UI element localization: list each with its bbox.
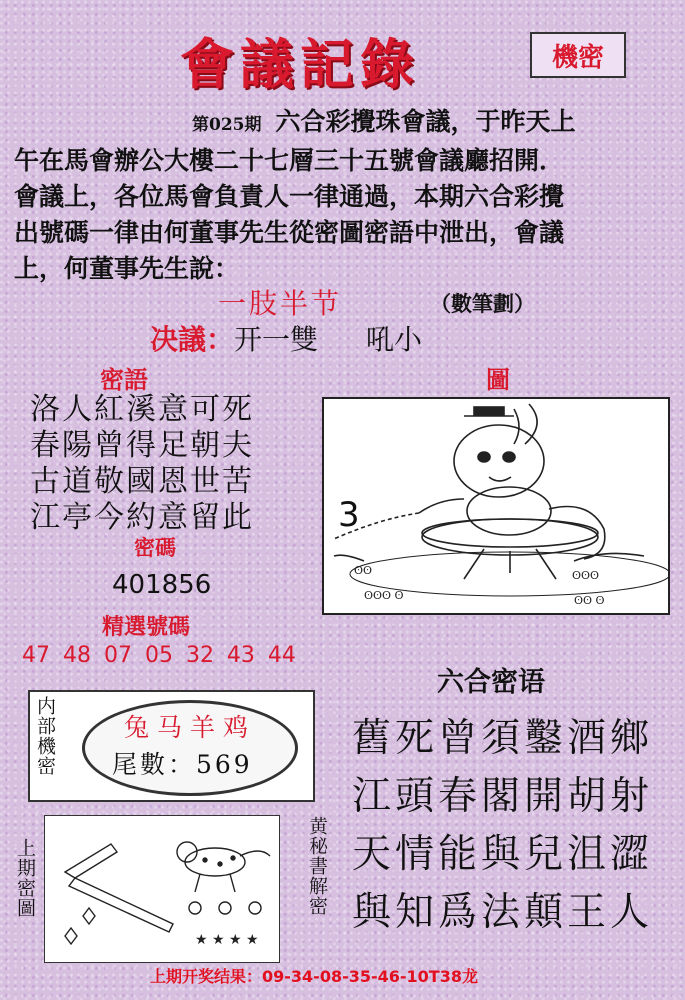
- intro-line-4: 上，何董事先生說：: [14, 254, 240, 283]
- code-number: 401856: [112, 570, 212, 600]
- page-title: 會議記錄: [180, 32, 420, 96]
- internal-label: 内部機密: [34, 696, 56, 776]
- decision-value-1: 开一雙: [234, 323, 319, 356]
- selected-label: 精選號碼: [102, 614, 191, 640]
- secret-badge: 機密: [530, 32, 626, 78]
- decision-value-2: 吼小: [366, 323, 423, 356]
- stars-icon: ★ ★ ★ ★: [195, 932, 259, 948]
- tail-number: 尾數：569: [112, 750, 253, 779]
- selected-numbers: 47 48 07 05 32 43 44: [22, 643, 296, 668]
- liuhe-line: 天情能與兒沮澀: [352, 832, 654, 877]
- liuhe-line: 與知爲法顛王人: [352, 890, 654, 935]
- svg-text:ʘʘ: ʘʘ: [354, 564, 373, 577]
- leopard-icon: [185, 848, 245, 876]
- picture-number: 3: [338, 495, 360, 535]
- flower-icon: [65, 908, 95, 944]
- intro-line-3: 出號碼一律由何董事先生從密圖密語中泄出，會議: [14, 218, 565, 247]
- poem-line: 春陽曾得足朝夫: [30, 428, 254, 463]
- secret-words-label: 密語: [100, 365, 148, 394]
- svg-text:ʘʘ ʘ: ʘʘ ʘ: [574, 594, 605, 607]
- svg-text:ʘʘʘ: ʘʘʘ: [572, 569, 600, 582]
- rabbit-head: [454, 425, 544, 497]
- last-issue-label: 上期密圖: [14, 838, 36, 918]
- decision-label: 决議：: [150, 323, 235, 356]
- intro-first-line: [14, 104, 669, 143]
- ruler-icon: [65, 844, 117, 878]
- liuhe-title: 六合密语: [437, 667, 545, 698]
- poem-line: 古道敬國恩世苦: [30, 464, 254, 499]
- liuhe-line: 舊死曾須鑿酒鄉: [352, 716, 654, 761]
- picture-label: 圖: [486, 365, 510, 394]
- strokes-label: （數筆劃）: [430, 291, 535, 316]
- intro-line-1: 午在馬會辦公大樓二十七層三十五號會議廳招開．: [14, 146, 565, 175]
- secretary-label: 黄秘書解密: [306, 816, 328, 916]
- intro-line-2: 會議上，各位馬會負責人一律通過，本期六合彩攪: [14, 182, 565, 211]
- decision: [150, 318, 422, 358]
- intro-line-0: 六合彩攪珠會議，于昨天上: [275, 107, 576, 136]
- motto: 一肢半节: [218, 287, 343, 320]
- poem-line: 洛人紅溪意可死: [30, 392, 254, 427]
- zodiac-text: 兔马羊鸡: [124, 713, 257, 742]
- hat-icon: [474, 407, 504, 415]
- poem-line: 江亭今約意留此: [30, 500, 254, 535]
- last-result: 上期开奖结果：09-34-08-35-46-10T38龙: [150, 967, 478, 986]
- intro-paragraph: [14, 104, 669, 287]
- secret-poem: [30, 392, 254, 536]
- last-issue-picture: [44, 815, 280, 963]
- rabbit-illustration: [324, 399, 668, 613]
- wooden-stool: [422, 519, 598, 555]
- issue-number: 第025期: [192, 115, 262, 135]
- code-label: 密碼: [134, 535, 176, 560]
- svg-text:ʘʘʘ ʘ: ʘʘʘ ʘ: [364, 589, 404, 602]
- secret-picture: [322, 397, 670, 615]
- last-issue-illustration: [45, 816, 279, 962]
- rabbit-body: [467, 487, 551, 535]
- liuhe-line: 江頭春閣開胡射: [352, 774, 654, 819]
- liuhe-poem: [352, 710, 653, 942]
